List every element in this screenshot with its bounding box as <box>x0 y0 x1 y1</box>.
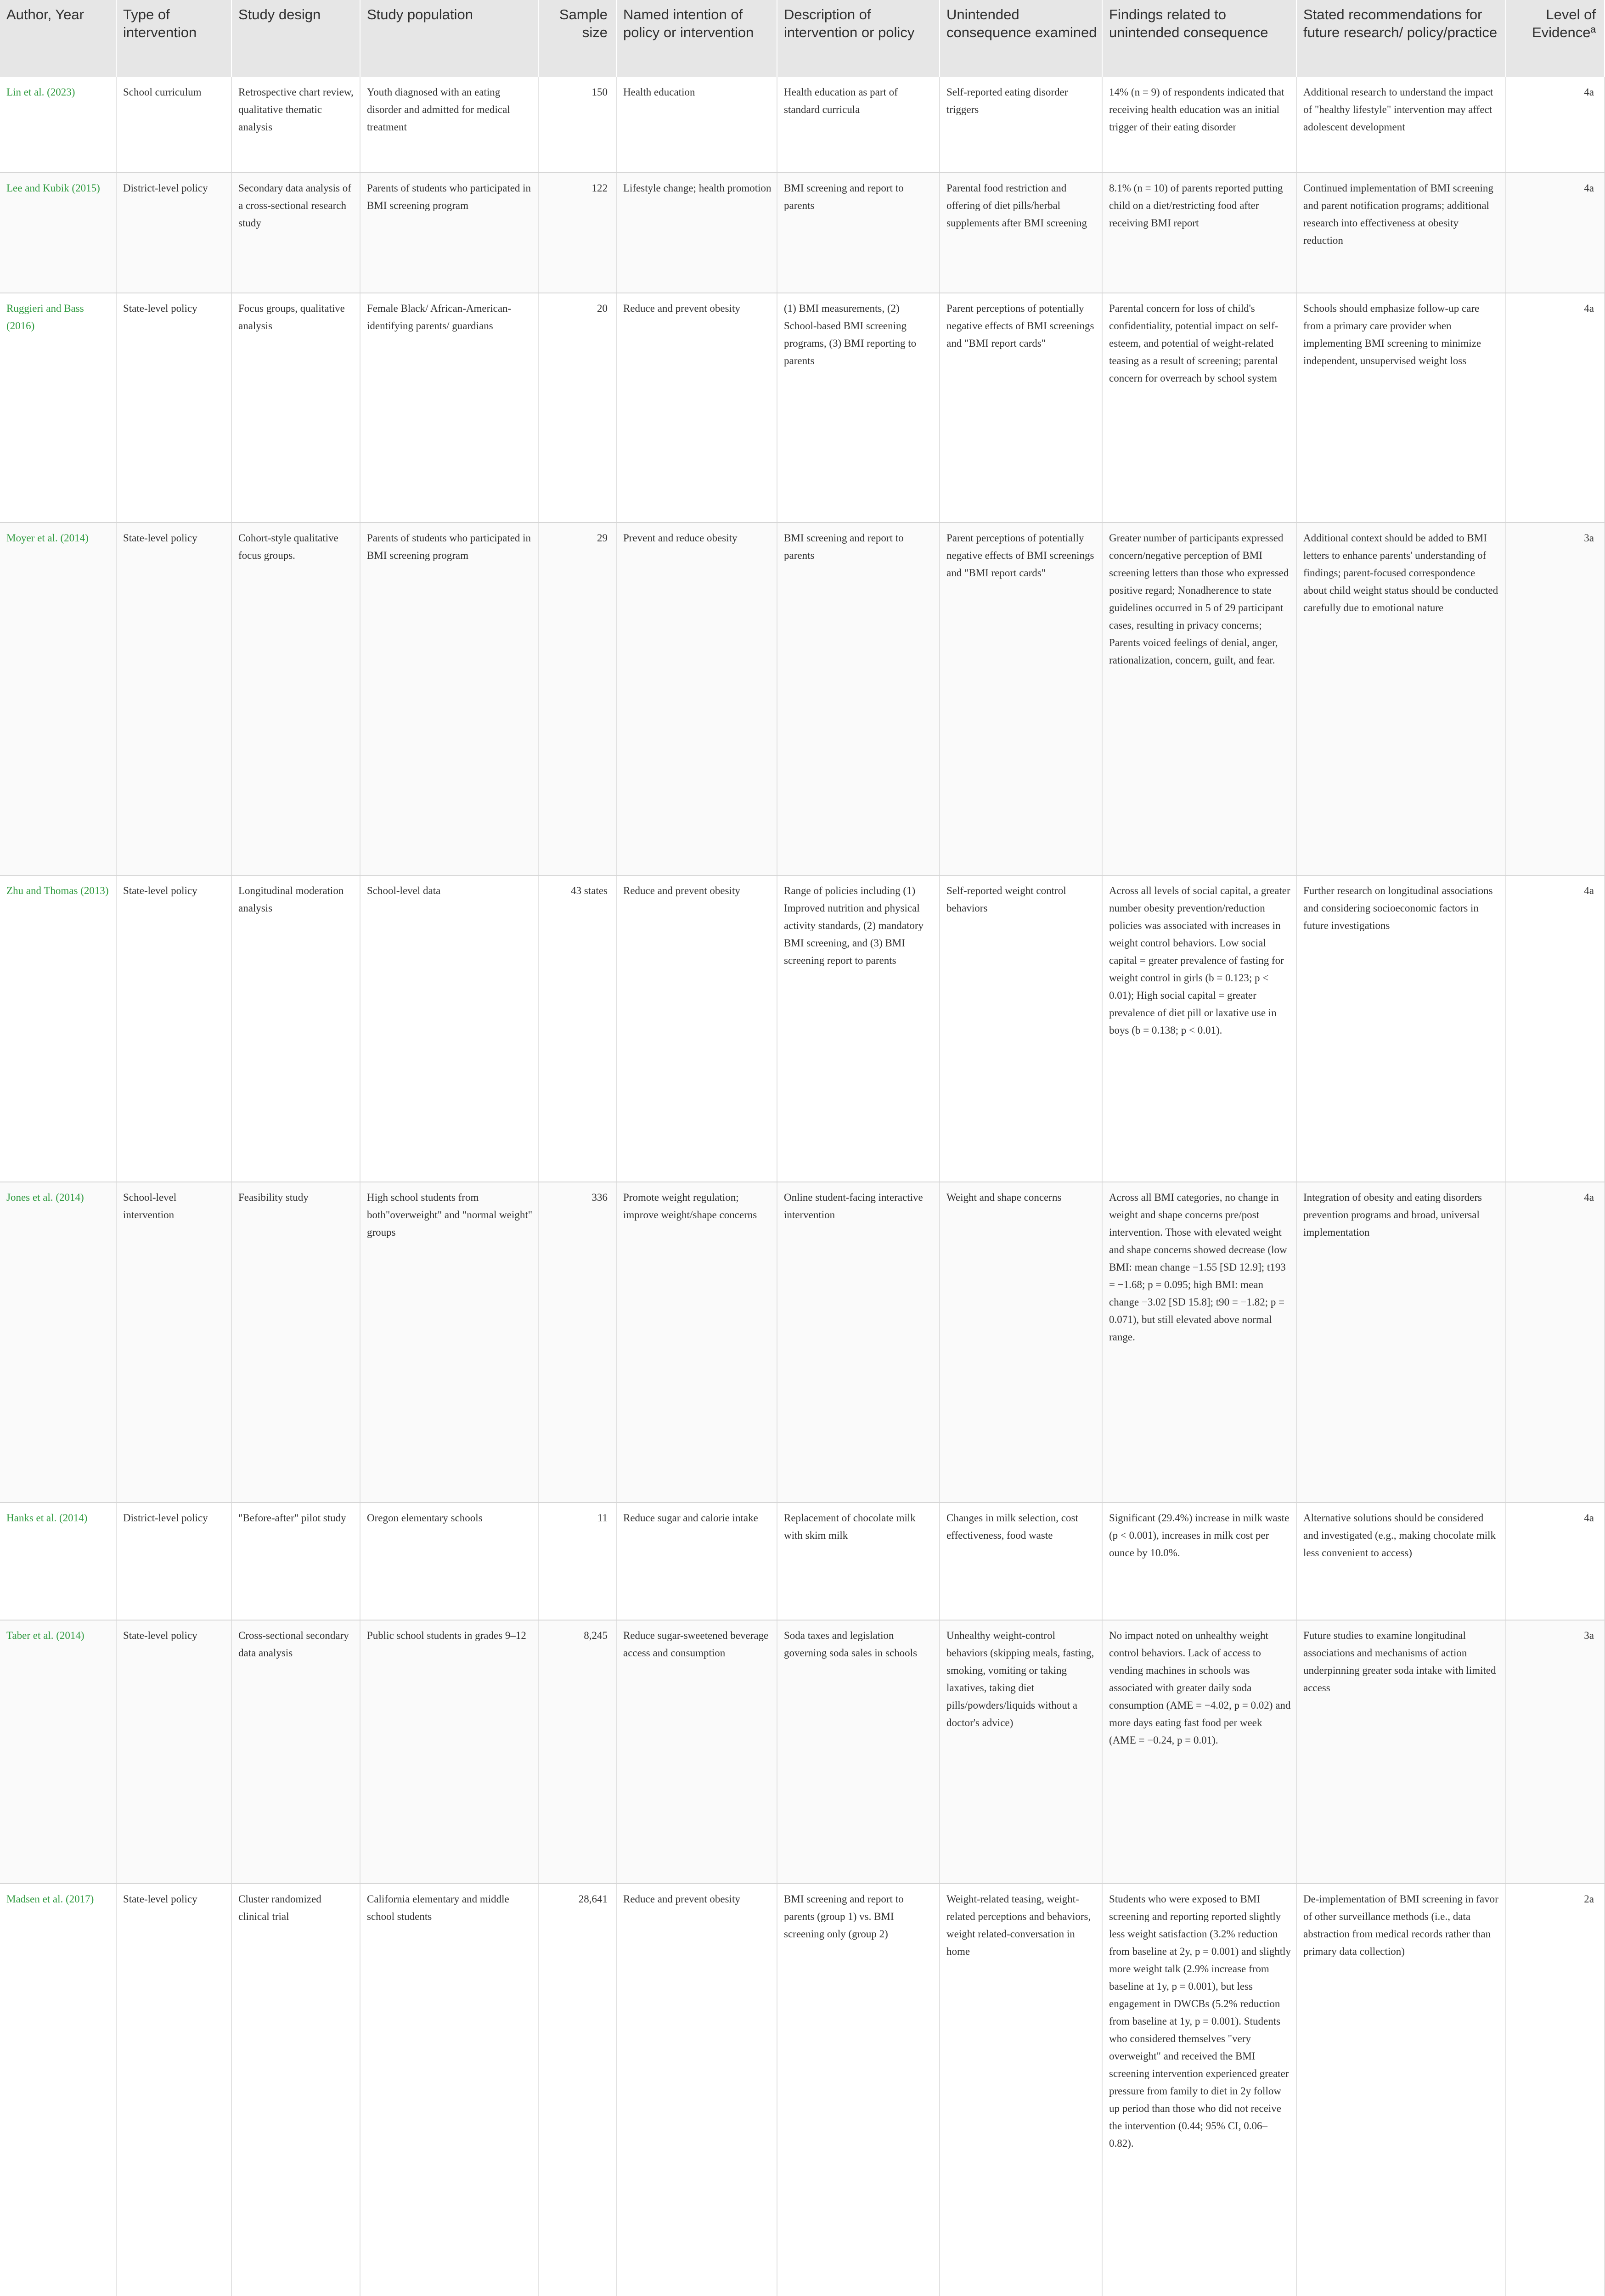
cell-intention: Reduce and prevent obesity <box>616 1884 777 2296</box>
header-findings: Findings related to unintended consequence <box>1102 0 1296 77</box>
table-row <box>0 1503 1605 1620</box>
cell-description: BMI screening and report to parents (group 1) vs. BMI screening only (group 2) <box>777 1884 940 2296</box>
cell-findings: Students who were exposed to BMI screening and reporting reported slightly less weight satisfaction (3.2% reduction from baseline at 2y, p = 0.001) and slightly more weight talk (2.9% increase from baseline at 1y, p = 0.001), but less engagement in DWCBs (5.2% reduction from baseline at 1y, p = 0.001). Students who considered themselves "very overweight" and received the BMI screening intervention experienced greater pressure from family to diet in 2y follow up period than those who did not receive the intervention (0.44; 95% CI, 0.06–0.82). <box>1102 1884 1296 2296</box>
cell-consequence: Weight-related teasing, weight-related perceptions and behaviors, weight related-conversation in home <box>940 1884 1102 2296</box>
cell-design: Focus groups, qualitative analysis <box>231 293 360 523</box>
header-sample-size: Sample size <box>538 0 616 77</box>
author-citation-link[interactable]: Taber et al. (2014) <box>6 1630 84 1641</box>
cell-recommendations: Additional context should be added to BMI letters to enhance parents' understanding of findings; parent-focused correspondence about child weight status should be conducted carefully due to emotional nature <box>1296 523 1506 875</box>
cell-consequence: Parental food restriction and offering of diet pills/herbal supplements after BMI screening <box>940 173 1102 293</box>
cell-findings: 8.1% (n = 10) of parents reported putting child on a diet/restricting food after receiving BMI report <box>1102 173 1296 293</box>
table-row <box>0 875 1605 1182</box>
cell-recommendations: Alternative solutions should be considered and investigated (e.g., making chocolate milk less convenient to access) <box>1296 1503 1506 1620</box>
cell-sample-size: 8,245 <box>538 1620 616 1884</box>
cell-author <box>0 173 116 293</box>
cell-population: Parents of students who participated in BMI screening program <box>360 173 538 293</box>
author-citation-link[interactable]: Ruggieri and Bass (2016) <box>6 303 84 332</box>
cell-author <box>0 1182 116 1503</box>
cell-population: School-level data <box>360 875 538 1182</box>
cell-author <box>0 77 116 173</box>
cell-findings: 14% (n = 9) of respondents indicated that receiving health education was an initial trigger of their eating disorder <box>1102 77 1296 173</box>
author-citation-link[interactable]: Lin et al. (2023) <box>6 86 75 98</box>
cell-description: BMI screening and report to parents <box>777 523 940 875</box>
cell-sample-size: 150 <box>538 77 616 173</box>
cell-description: Soda taxes and legislation governing soda sales in schools <box>777 1620 940 1884</box>
cell-consequence: Self-reported weight control behaviors <box>940 875 1102 1182</box>
table-body <box>0 77 1605 2296</box>
cell-design: "Before-after" pilot study <box>231 1503 360 1620</box>
cell-design: Cross-sectional secondary data analysis <box>231 1620 360 1884</box>
cell-intention: Reduce sugar and calorie intake <box>616 1503 777 1620</box>
cell-population: California elementary and middle school students <box>360 1884 538 2296</box>
header-type: Type of intervention <box>116 0 231 77</box>
cell-level: 2a <box>1506 1884 1605 2296</box>
cell-level: 4a <box>1506 1182 1605 1503</box>
cell-population: Public school students in grades 9–12 <box>360 1620 538 1884</box>
cell-recommendations: Schools should emphasize follow-up care from a primary care provider when implementing BMI screening to minimize independent, unsupervised weight loss <box>1296 293 1506 523</box>
cell-intention: Health education <box>616 77 777 173</box>
author-citation-link[interactable]: Madsen et al. (2017) <box>6 1893 94 1905</box>
cell-description: (1) BMI measurements, (2) School-based BMI screening programs, (3) BMI reporting to parents <box>777 293 940 523</box>
cell-population: Youth diagnosed with an eating disorder and admitted for medical treatment <box>360 77 538 173</box>
cell-recommendations: Additional research to understand the impact of "healthy lifestyle" intervention may affect adolescent development <box>1296 77 1506 173</box>
header-population: Study population <box>360 0 538 77</box>
cell-author <box>0 1884 116 2296</box>
cell-sample-size: 28,641 <box>538 1884 616 2296</box>
cell-level: 4a <box>1506 173 1605 293</box>
cell-author <box>0 523 116 875</box>
cell-consequence: Unhealthy weight-control behaviors (skipping meals, fasting, smoking, vomiting or taking laxatives, taking diet pills/powders/liquids without a doctor's advice) <box>940 1620 1102 1884</box>
table-row <box>0 293 1605 523</box>
cell-type: School-level intervention <box>116 1182 231 1503</box>
cell-level: 3a <box>1506 523 1605 875</box>
cell-type: State-level policy <box>116 523 231 875</box>
cell-recommendations: Future studies to examine longitudinal associations and mechanisms of action underpinning greater soda intake with limited access <box>1296 1620 1506 1884</box>
cell-recommendations: Continued implementation of BMI screening and parent notification programs; additional research into effectiveness at obesity reduction <box>1296 173 1506 293</box>
cell-level: 4a <box>1506 875 1605 1182</box>
cell-type: State-level policy <box>116 875 231 1182</box>
cell-type: District-level policy <box>116 1503 231 1620</box>
cell-sample-size: 336 <box>538 1182 616 1503</box>
cell-findings: Across all levels of social capital, a greater number obesity prevention/reduction policies was associated with increases in weight control behaviors. Low social capital = greater prevalence of fasting for weight control in girls (b = 0.123; p < 0.01); High social capital = greater prevalence of diet pill or laxative use in boys (b = 0.138; p < 0.01). <box>1102 875 1296 1182</box>
cell-intention: Reduce and prevent obesity <box>616 875 777 1182</box>
cell-description: Replacement of chocolate milk with skim milk <box>777 1503 940 1620</box>
cell-design: Retrospective chart review, qualitative thematic analysis <box>231 77 360 173</box>
cell-description: Health education as part of standard curricula <box>777 77 940 173</box>
cell-design: Secondary data analysis of a cross-sectional research study <box>231 173 360 293</box>
cell-type: School curriculum <box>116 77 231 173</box>
cell-recommendations: De-implementation of BMI screening in favor of other surveillance methods (i.e., data abstraction from medical records rather than primary data collection) <box>1296 1884 1506 2296</box>
header-recommendations: Stated recommendations for future research/ policy/practice <box>1296 0 1506 77</box>
cell-description: Range of policies including (1) Improved nutrition and physical activity standards, (2) mandatory BMI screening, and (3) BMI screening report to parents <box>777 875 940 1182</box>
header-design: Study design <box>231 0 360 77</box>
cell-intention: Lifestyle change; health promotion <box>616 173 777 293</box>
cell-level: 4a <box>1506 1503 1605 1620</box>
author-citation-link[interactable]: Jones et al. (2014) <box>6 1192 84 1203</box>
cell-consequence: Weight and shape concerns <box>940 1182 1102 1503</box>
author-citation-link[interactable]: Hanks et al. (2014) <box>6 1512 88 1524</box>
cell-author <box>0 1503 116 1620</box>
cell-description: Online student-facing interactive intervention <box>777 1182 940 1503</box>
table-row <box>0 1182 1605 1503</box>
header-author: Author, Year <box>0 0 116 77</box>
cell-consequence: Parent perceptions of potentially negative effects of BMI screenings and "BMI report cards" <box>940 293 1102 523</box>
header-level: Level of Evidenceª <box>1506 0 1605 77</box>
table-row <box>0 1884 1605 2296</box>
cell-findings: Across all BMI categories, no change in weight and shape concerns pre/post intervention. Those with elevated weight and shape concerns showed decrease (low BMI: mean change −1.55 [SD 12.9]; t193 = −1.68; p = 0.095; high BMI: mean change −3.02 [SD 15.8]; t90 = −1.82; p = 0.071), but still elevated above normal range. <box>1102 1182 1296 1503</box>
cell-recommendations: Integration of obesity and eating disorders prevention programs and broad, universal implementation <box>1296 1182 1506 1503</box>
cell-sample-size: 20 <box>538 293 616 523</box>
cell-design: Cohort-style qualitative focus groups. <box>231 523 360 875</box>
cell-level: 3a <box>1506 1620 1605 1884</box>
cell-recommendations: Further research on longitudinal associations and considering socioeconomic factors in future investigations <box>1296 875 1506 1182</box>
cell-population: Female Black/ African-American-identifying parents/ guardians <box>360 293 538 523</box>
cell-population: High school students from both"overweight" and "normal weight" groups <box>360 1182 538 1503</box>
cell-level: 4a <box>1506 293 1605 523</box>
cell-type: District-level policy <box>116 173 231 293</box>
cell-design: Cluster randomized clinical trial <box>231 1884 360 2296</box>
cell-author <box>0 875 116 1182</box>
table-row <box>0 77 1605 173</box>
cell-design: Feasibility study <box>231 1182 360 1503</box>
cell-type: State-level policy <box>116 1884 231 2296</box>
cell-consequence: Changes in milk selection, cost effectiveness, food waste <box>940 1503 1102 1620</box>
header-description: Description of intervention or policy <box>777 0 940 77</box>
cell-consequence: Self-reported eating disorder triggers <box>940 77 1102 173</box>
author-citation-link[interactable]: Zhu and Thomas (2013) <box>6 885 109 896</box>
cell-sample-size: 43 states <box>538 875 616 1182</box>
cell-sample-size: 29 <box>538 523 616 875</box>
cell-findings: Parental concern for loss of child's confidentiality, potential impact on self-esteem, and potential of weight-related teasing as a result of screening; parental concern for overreach by school system <box>1102 293 1296 523</box>
cell-author <box>0 1620 116 1884</box>
cell-sample-size: 11 <box>538 1503 616 1620</box>
cell-findings: No impact noted on unhealthy weight control behaviors. Lack of access to vending machines in schools was associated with greater daily soda consumption (AME = −4.02, p = 0.02) and more days eating fast food per week (AME = −0.24, p = 0.01). <box>1102 1620 1296 1884</box>
cell-level: 4a <box>1506 77 1605 173</box>
cell-author <box>0 293 116 523</box>
table-row <box>0 1620 1605 1884</box>
cell-design: Longitudinal moderation analysis <box>231 875 360 1182</box>
cell-findings: Significant (29.4%) increase in milk waste (p < 0.001), increases in milk cost per ounce by 10.0%. <box>1102 1503 1296 1620</box>
header-consequence: Unintended consequence examined <box>940 0 1102 77</box>
author-citation-link[interactable]: Lee and Kubik (2015) <box>6 182 100 194</box>
table-row <box>0 523 1605 875</box>
cell-intention: Reduce and prevent obesity <box>616 293 777 523</box>
cell-population: Parents of students who participated in BMI screening program <box>360 523 538 875</box>
cell-description: BMI screening and report to parents <box>777 173 940 293</box>
cell-type: State-level policy <box>116 293 231 523</box>
cell-sample-size: 122 <box>538 173 616 293</box>
table-header-row <box>0 0 1605 77</box>
cell-findings: Greater number of participants expressed concern/negative perception of BMI screening letters than those who expressed positive regard; Nonadherence to state guidelines occurred in 5 of 29 participant cases, resulting in privacy concerns; Parents voiced feelings of denial, anger, rationalization, concern, guilt, and fear. <box>1102 523 1296 875</box>
cell-consequence: Parent perceptions of potentially negative effects of BMI screenings and "BMI report cards" <box>940 523 1102 875</box>
cell-population: Oregon elementary schools <box>360 1503 538 1620</box>
cell-intention: Reduce sugar-sweetened beverage access and consumption <box>616 1620 777 1884</box>
header-intention: Named intention of policy or intervention <box>616 0 777 77</box>
author-citation-link[interactable]: Moyer et al. (2014) <box>6 532 89 544</box>
cell-intention: Prevent and reduce obesity <box>616 523 777 875</box>
cell-type: State-level policy <box>116 1620 231 1884</box>
cell-intention: Promote weight regulation; improve weight/shape concerns <box>616 1182 777 1503</box>
table-row <box>0 173 1605 293</box>
